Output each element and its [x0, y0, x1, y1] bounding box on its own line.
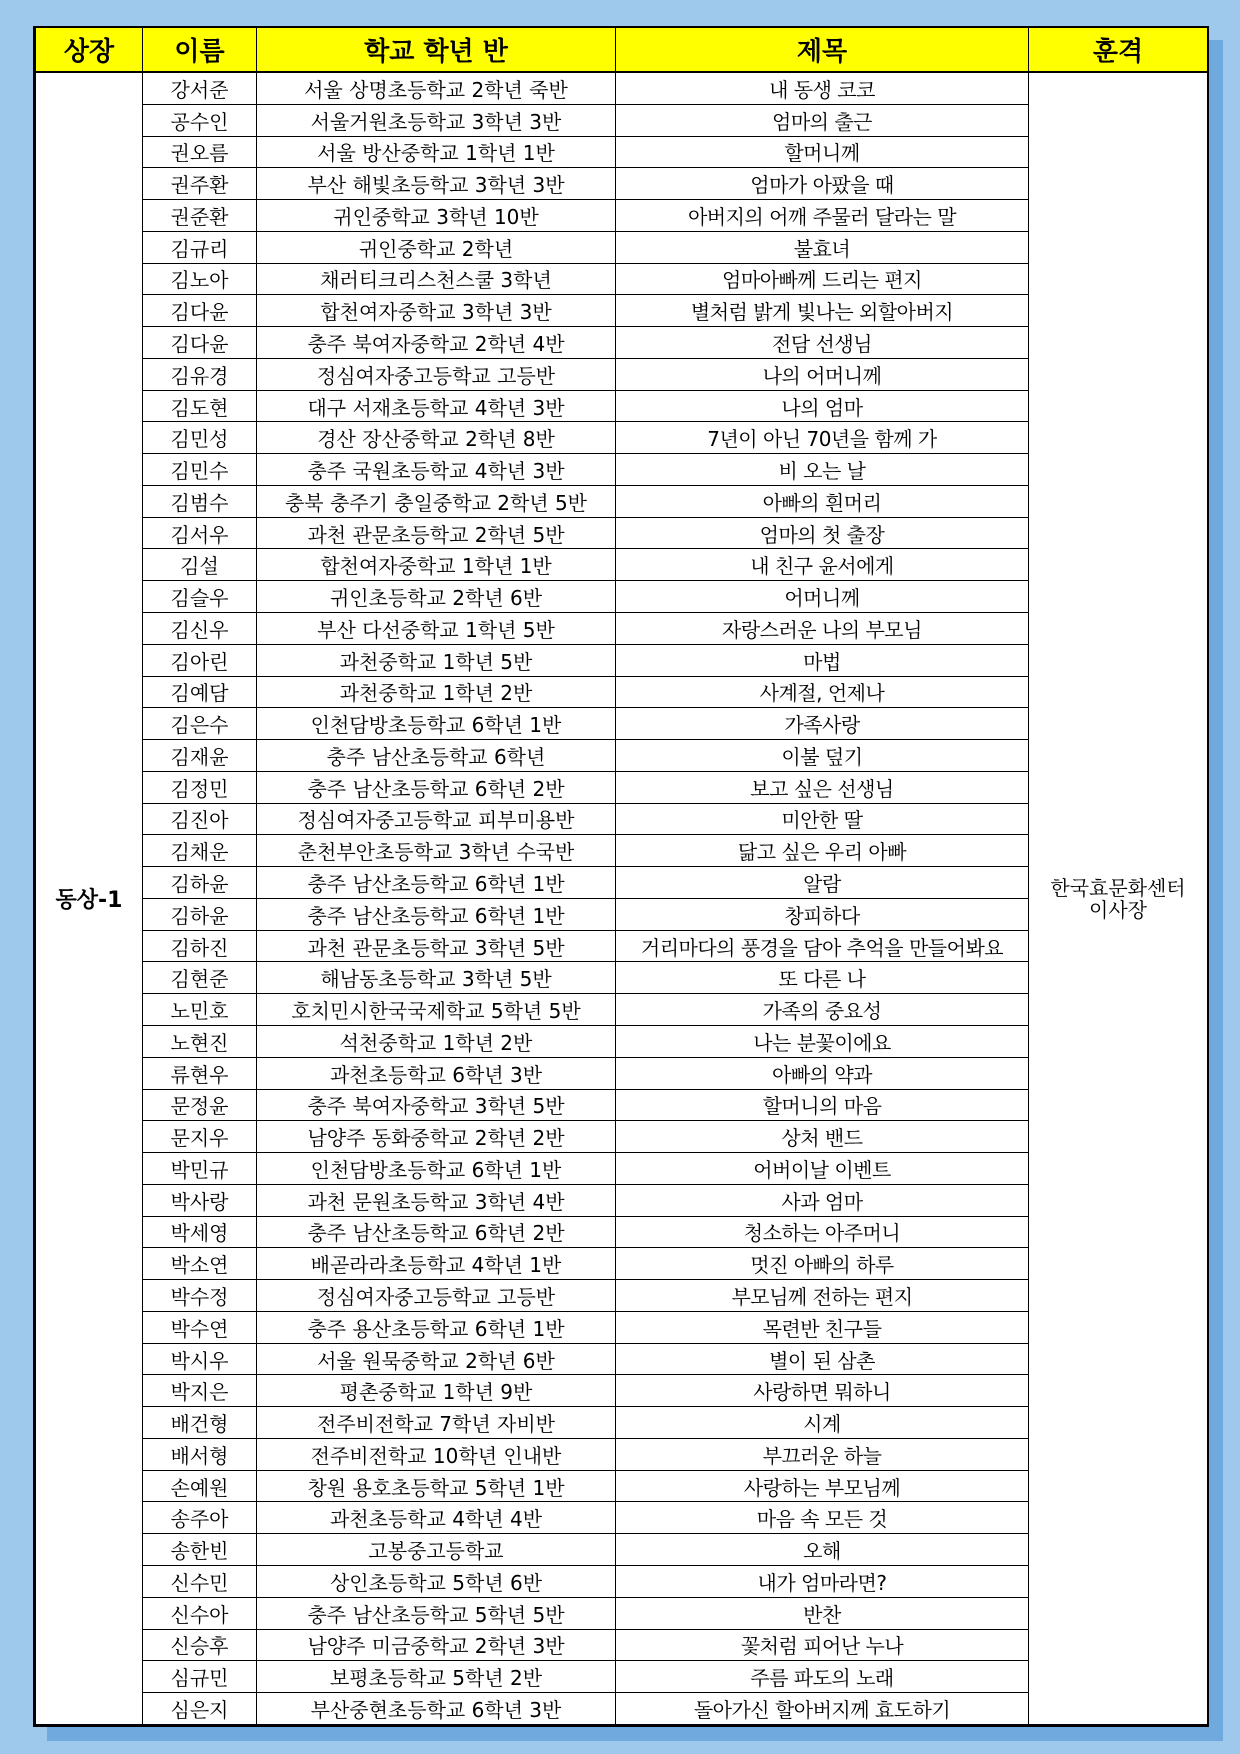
title-cell: 알람: [616, 867, 1029, 899]
school-cell: 남양주 동화중학교 2학년 2반: [257, 1121, 616, 1153]
title-cell: 별이 된 삼촌: [616, 1343, 1029, 1375]
title-cell: 아빠의 흰머리: [616, 485, 1029, 517]
name-cell: 박세영: [143, 1216, 257, 1248]
name-cell: 김신우: [143, 613, 257, 645]
name-cell: 박사랑: [143, 1184, 257, 1216]
name-cell: 박지은: [143, 1375, 257, 1407]
name-cell: 박수정: [143, 1280, 257, 1312]
school-cell: 서울 방산중학교 1학년 1반: [257, 136, 616, 168]
school-cell: 채러티크리스천스쿨 3학년: [257, 263, 616, 295]
header-school: 학교 학년 반: [257, 28, 616, 72]
name-cell: 김노아: [143, 263, 257, 295]
title-cell: 엄마의 출근: [616, 104, 1029, 136]
school-cell: 과천 관문초등학교 2학년 5반: [257, 517, 616, 549]
school-cell: 과천초등학교 4학년 4반: [257, 1502, 616, 1534]
table-body: [36, 72, 1208, 1725]
title-cell: 미안한 딸: [616, 803, 1029, 835]
name-cell: 김유경: [143, 358, 257, 390]
title-cell: 별처럼 밝게 빛나는 외할아버지: [616, 295, 1029, 327]
school-cell: 부산중현초등학교 6학년 3반: [257, 1693, 616, 1725]
title-cell: 7년이 아닌 70년을 함께 가: [616, 422, 1029, 454]
commendation-cell: 한국효문화센터 이사장: [1029, 72, 1208, 1725]
school-cell: 과천초등학교 6학년 3반: [257, 1057, 616, 1089]
title-cell: 이불 덮기: [616, 740, 1029, 772]
name-cell: 김다윤: [143, 295, 257, 327]
school-cell: 충북 충주기 충일중학교 2학년 5반: [257, 485, 616, 517]
title-cell: 창피하다: [616, 898, 1029, 930]
name-cell: 심은지: [143, 1693, 257, 1725]
title-cell: 목련반 친구들: [616, 1311, 1029, 1343]
title-cell: 아버지의 어깨 주물러 달라는 말: [616, 200, 1029, 232]
title-cell: 가족의 중요성: [616, 994, 1029, 1026]
name-cell: 손예원: [143, 1470, 257, 1502]
award-cell: 동상-1: [36, 72, 143, 1725]
title-cell: 부모님께 전하는 편지: [616, 1280, 1029, 1312]
title-cell: 보고 싶은 선생님: [616, 771, 1029, 803]
title-cell: 가족사랑: [616, 708, 1029, 740]
school-cell: 충주 남산초등학교 6학년 2반: [257, 771, 616, 803]
school-cell: 합천여자중학교 1학년 1반: [257, 549, 616, 581]
school-cell: 과천 관문초등학교 3학년 5반: [257, 930, 616, 962]
header-row: [36, 28, 1208, 72]
table-row: [36, 72, 1208, 104]
school-cell: 경산 장산중학교 2학년 8반: [257, 422, 616, 454]
name-cell: 김아린: [143, 644, 257, 676]
title-cell: 어머니께: [616, 581, 1029, 613]
school-cell: 부산 다선중학교 1학년 5반: [257, 613, 616, 645]
title-cell: 사랑하면 뭐하니: [616, 1375, 1029, 1407]
school-cell: 서울 원묵중학교 2학년 6반: [257, 1343, 616, 1375]
name-cell: 문지우: [143, 1121, 257, 1153]
school-cell: 춘천부안초등학교 3학년 수국반: [257, 835, 616, 867]
school-cell: 배곧라라초등학교 4학년 1반: [257, 1248, 616, 1280]
school-cell: 정심여자중고등학교 고등반: [257, 358, 616, 390]
name-cell: 노현진: [143, 1025, 257, 1057]
school-cell: 합천여자중학교 3학년 3반: [257, 295, 616, 327]
name-cell: 김채운: [143, 835, 257, 867]
name-cell: 심규민: [143, 1661, 257, 1693]
title-cell: 나는 분꽃이에요: [616, 1025, 1029, 1057]
name-cell: 김재윤: [143, 740, 257, 772]
name-cell: 김민수: [143, 454, 257, 486]
name-cell: 박민규: [143, 1153, 257, 1185]
school-cell: 과천중학교 1학년 2반: [257, 676, 616, 708]
name-cell: 김민성: [143, 422, 257, 454]
school-cell: 충주 북여자중학교 2학년 4반: [257, 327, 616, 359]
school-cell: 정심여자중고등학교 고등반: [257, 1280, 616, 1312]
name-cell: 김하윤: [143, 898, 257, 930]
name-cell: 송한빈: [143, 1534, 257, 1566]
school-cell: 전주비전학교 7학년 자비반: [257, 1407, 616, 1439]
award-list-sheet: [33, 26, 1209, 1727]
school-cell: 인천담방초등학교 6학년 1반: [257, 708, 616, 740]
name-cell: 김하윤: [143, 867, 257, 899]
school-cell: 충주 남산초등학교 6학년 2반: [257, 1216, 616, 1248]
title-cell: 전담 선생님: [616, 327, 1029, 359]
name-cell: 김하진: [143, 930, 257, 962]
name-cell: 권오름: [143, 136, 257, 168]
name-cell: 김규리: [143, 231, 257, 263]
name-cell: 신수아: [143, 1597, 257, 1629]
title-cell: 오해: [616, 1534, 1029, 1566]
name-cell: 박소연: [143, 1248, 257, 1280]
title-cell: 마법: [616, 644, 1029, 676]
school-cell: 충주 남산초등학교 6학년: [257, 740, 616, 772]
title-cell: 나의 엄마: [616, 390, 1029, 422]
title-cell: 어버이날 이벤트: [616, 1153, 1029, 1185]
name-cell: 공수인: [143, 104, 257, 136]
school-cell: 창원 용호초등학교 5학년 1반: [257, 1470, 616, 1502]
title-cell: 사랑하는 부모님께: [616, 1470, 1029, 1502]
title-cell: 부끄러운 하늘: [616, 1438, 1029, 1470]
school-cell: 귀인중학교 3학년 10반: [257, 200, 616, 232]
title-cell: 자랑스러운 나의 부모님: [616, 613, 1029, 645]
name-cell: 배서형: [143, 1438, 257, 1470]
name-cell: 김현준: [143, 962, 257, 994]
school-cell: 보평초등학교 5학년 2반: [257, 1661, 616, 1693]
title-cell: 엄마아빠께 드리는 편지: [616, 263, 1029, 295]
title-cell: 또 다른 나: [616, 962, 1029, 994]
school-cell: 정심여자중고등학교 피부미용반: [257, 803, 616, 835]
school-cell: 해남동초등학교 3학년 5반: [257, 962, 616, 994]
header-award: 상장: [36, 28, 143, 72]
name-cell: 김정민: [143, 771, 257, 803]
title-cell: 닮고 싶은 우리 아빠: [616, 835, 1029, 867]
title-cell: 내 친구 윤서에게: [616, 549, 1029, 581]
name-cell: 김다윤: [143, 327, 257, 359]
title-cell: 청소하는 아주머니: [616, 1216, 1029, 1248]
school-cell: 충주 북여자중학교 3학년 5반: [257, 1089, 616, 1121]
school-cell: 고봉중고등학교: [257, 1534, 616, 1566]
school-cell: 상인초등학교 5학년 6반: [257, 1565, 616, 1597]
name-cell: 김예담: [143, 676, 257, 708]
school-cell: 부산 해빛초등학교 3학년 3반: [257, 168, 616, 200]
name-cell: 노민호: [143, 994, 257, 1026]
title-cell: 아빠의 약과: [616, 1057, 1029, 1089]
name-cell: 강서준: [143, 72, 257, 104]
title-cell: 내가 엄마라면?: [616, 1565, 1029, 1597]
school-cell: 귀인초등학교 2학년 6반: [257, 581, 616, 613]
name-cell: 권준환: [143, 200, 257, 232]
school-cell: 과천 문원초등학교 3학년 4반: [257, 1184, 616, 1216]
school-cell: 충주 남산초등학교 5학년 5반: [257, 1597, 616, 1629]
title-cell: 마음 속 모든 것: [616, 1502, 1029, 1534]
title-cell: 엄마의 첫 출장: [616, 517, 1029, 549]
title-cell: 꽃처럼 피어난 누나: [616, 1629, 1029, 1661]
name-cell: 배건형: [143, 1407, 257, 1439]
school-cell: 서울 상명초등학교 2학년 죽반: [257, 72, 616, 104]
title-cell: 거리마다의 풍경을 담아 추억을 만들어봐요: [616, 930, 1029, 962]
name-cell: 신수민: [143, 1565, 257, 1597]
school-cell: 평촌중학교 1학년 9반: [257, 1375, 616, 1407]
school-cell: 충주 국원초등학교 4학년 3반: [257, 454, 616, 486]
school-cell: 전주비전학교 10학년 인내반: [257, 1438, 616, 1470]
title-cell: 주름 파도의 노래: [616, 1661, 1029, 1693]
name-cell: 김은수: [143, 708, 257, 740]
title-cell: 상처 밴드: [616, 1121, 1029, 1153]
school-cell: 석천중학교 1학년 2반: [257, 1025, 616, 1057]
name-cell: 김서우: [143, 517, 257, 549]
title-cell: 내 동생 코코: [616, 72, 1029, 104]
school-cell: 충주 남산초등학교 6학년 1반: [257, 898, 616, 930]
title-cell: 비 오는 날: [616, 454, 1029, 486]
name-cell: 김설: [143, 549, 257, 581]
school-cell: 남양주 미금중학교 2학년 3반: [257, 1629, 616, 1661]
title-cell: 불효녀: [616, 231, 1029, 263]
school-cell: 대구 서재초등학교 4학년 3반: [257, 390, 616, 422]
name-cell: 권주환: [143, 168, 257, 200]
title-cell: 시계: [616, 1407, 1029, 1439]
title-cell: 반찬: [616, 1597, 1029, 1629]
name-cell: 신승후: [143, 1629, 257, 1661]
school-cell: 서울거원초등학교 3학년 3반: [257, 104, 616, 136]
header-title: 제목: [616, 28, 1029, 72]
title-cell: 할머니의 마음: [616, 1089, 1029, 1121]
name-cell: 김슬우: [143, 581, 257, 613]
title-cell: 돌아가신 할아버지께 효도하기: [616, 1693, 1029, 1725]
header-name: 이름: [143, 28, 257, 72]
name-cell: 류현우: [143, 1057, 257, 1089]
award-table: [35, 28, 1208, 1725]
name-cell: 박시우: [143, 1343, 257, 1375]
title-cell: 사계절, 언제나: [616, 676, 1029, 708]
school-cell: 호치민시한국국제학교 5학년 5반: [257, 994, 616, 1026]
name-cell: 김도현: [143, 390, 257, 422]
school-cell: 충주 용산초등학교 6학년 1반: [257, 1311, 616, 1343]
title-cell: 할머니께: [616, 136, 1029, 168]
title-cell: 나의 어머니께: [616, 358, 1029, 390]
school-cell: 귀인중학교 2학년: [257, 231, 616, 263]
name-cell: 문정윤: [143, 1089, 257, 1121]
title-cell: 사과 엄마: [616, 1184, 1029, 1216]
name-cell: 김범수: [143, 485, 257, 517]
school-cell: 충주 남산초등학교 6학년 1반: [257, 867, 616, 899]
school-cell: 과천중학교 1학년 5반: [257, 644, 616, 676]
name-cell: 김진아: [143, 803, 257, 835]
header-commendation: 훈격: [1029, 28, 1208, 72]
name-cell: 송주아: [143, 1502, 257, 1534]
title-cell: 엄마가 아팠을 때: [616, 168, 1029, 200]
title-cell: 멋진 아빠의 하루: [616, 1248, 1029, 1280]
name-cell: 박수연: [143, 1311, 257, 1343]
school-cell: 인천담방초등학교 6학년 1반: [257, 1153, 616, 1185]
